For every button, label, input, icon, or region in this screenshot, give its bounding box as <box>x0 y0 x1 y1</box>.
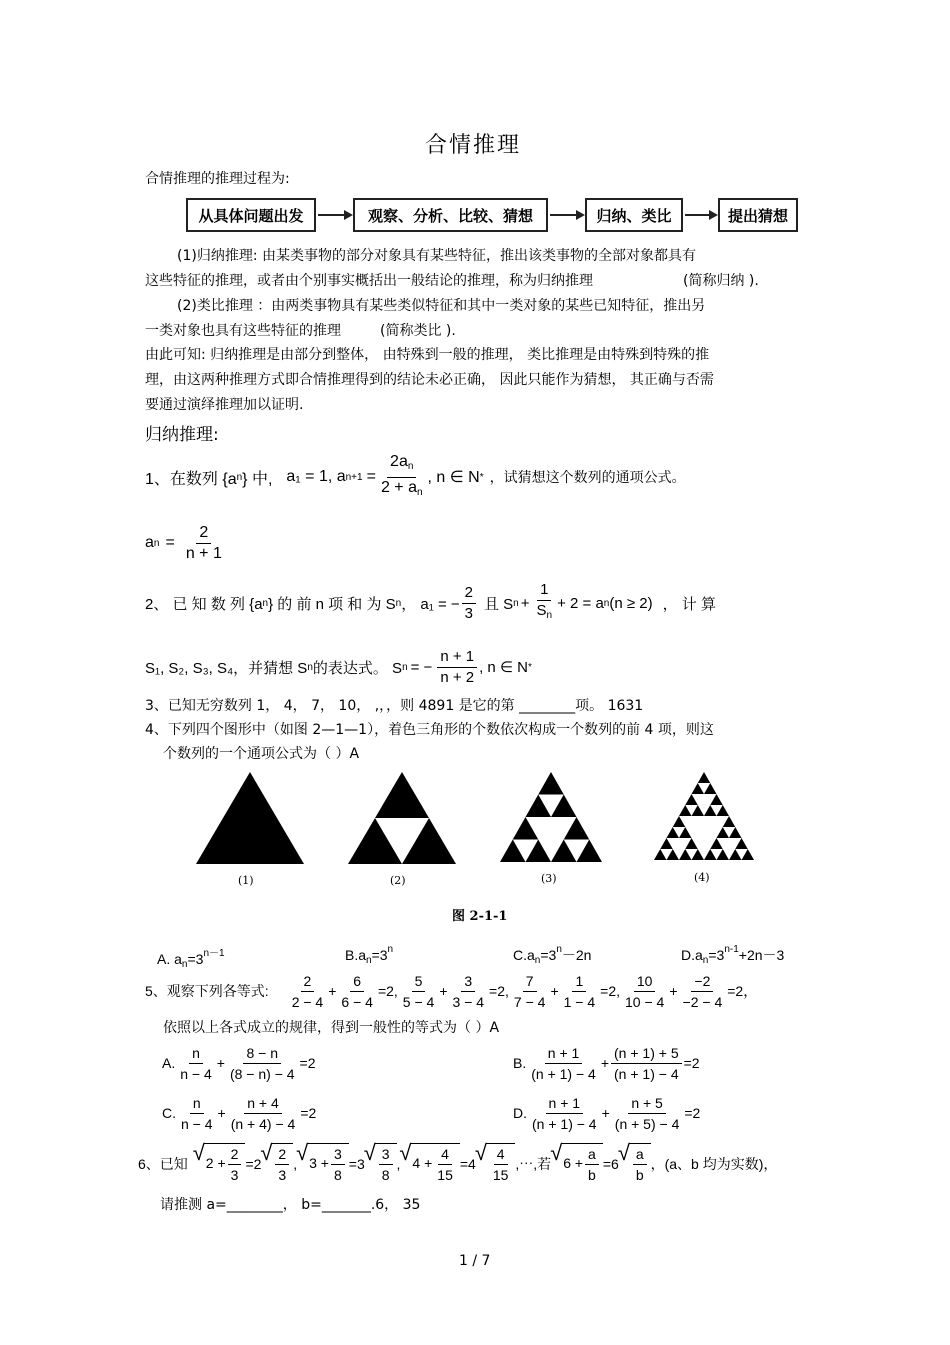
def-induction-line2: 这些特征的推理，或者由个别事实概括出一般结论的推理，称为归纳推理 <box>145 273 593 289</box>
question-2-line1: 2、 已 知 数 列 {a n } 的 前 n 项 和 为 S n ， a₁ = − $\frac{2}{3}$ 且 S n + $\frac{1}{S_n}$ + 2 = a n (n ≥ 2) ， 计 算 <box>145 581 716 622</box>
q5-option-a: A. $\frac{n}{n - 4}$ + $\frac{8 - n}{(8 - n) - 4}$ =2 <box>162 1044 316 1082</box>
q1-eq: = <box>366 468 376 485</box>
q1-mid: } 中, <box>242 470 273 488</box>
q5-option-c: C. $\frac{n}{n - 4}$ + $\frac{n + 4}{(n + 4) - 4}$ =2 <box>162 1094 317 1132</box>
def-induction-line1: (1)归纳推理: 由某类事物的部分对象具有某些特征，推出该类事物的全部对象都具有 <box>177 248 696 264</box>
flow-arrow-2 <box>550 214 583 216</box>
q1-fraction: $\frac{2a_n}{2 + a_n}$ <box>380 452 423 498</box>
q1-sub: n <box>236 471 243 483</box>
question-3: 3、已知无穷数列 1， 4， 7， 10， ,，，则 4891 是它的第 ________项。 1631 <box>145 698 644 714</box>
flow-arrow-3 <box>685 214 716 216</box>
q1-prefix: 1、在数列 {a <box>145 470 237 488</box>
def-induction-tail: (简称归纳 ). <box>683 273 759 289</box>
flow-step-4: 提出猜想 <box>718 198 798 232</box>
q1-a1: a₁ = 1, a <box>286 468 346 485</box>
q4-option-d: $D.a_n=3^{n-1}+2n-3$ <box>681 944 785 966</box>
sierpinski-figure-2 <box>346 770 458 866</box>
flow-arrow-1 <box>318 214 351 216</box>
def-analogy-tail: (简称类比 ). <box>380 323 456 339</box>
figure-label-3: (3) <box>541 872 557 885</box>
note-line3: 要通过演绎推理加以证明. <box>145 397 304 413</box>
answer-1: a n = $\frac{2}{n + 1}$ <box>145 518 227 568</box>
figure-label-2: (2) <box>390 874 406 887</box>
question-4-line1: 4、下列四个图形中（如图 2—1—1），着色三角形的个数依次构成一个数列的前 4 项，则这 <box>145 722 714 738</box>
q1-sub2: n+1 <box>345 471 363 483</box>
question-6-line2: 请推测 a=________， b=_______.6， 35 <box>160 1197 421 1213</box>
q1-suffix: ，试猜想这个数列的通项公式。 <box>489 469 686 485</box>
q4-option-a: A. $a_n=3^{n-1}$ <box>157 948 225 970</box>
page-title: 合情推理 <box>425 133 522 158</box>
question-1 <box>145 452 686 502</box>
q5-option-d: D. $\frac{n + 1}{(n + 1) - 4}$ + $\frac{n + 5}{(n + 5) - 4}$ =2 <box>513 1094 701 1132</box>
flow-step-3: 归纳、类比 <box>585 198 683 232</box>
q1-star: * <box>479 471 484 483</box>
def-analogy-line2: 一类对象也具有这些特征的推理 <box>145 323 341 339</box>
a1-fraction: $\frac{2}{n + 1}$ <box>185 523 222 562</box>
intro-text: 合情推理的推理过程为: <box>145 171 290 187</box>
note-line1: 由此可知: 归纳推理是由部分到整体， 由特殊到一般的推理， 类比推理是由特殊到特殊的推 <box>145 347 710 363</box>
flow-step-2: 观察、分析、比较、猜想 <box>353 198 548 232</box>
q1-cond: , n ∈ N <box>427 469 480 486</box>
question-2-line2: S₁, S₂, S₃, S₄，并猜想 S n 的表达式。 S n = − $\frac{n + 1}{n + 2}$ , n ∈ N * <box>145 647 532 686</box>
question-5-line2: 依照以上各式成立的规律，得到一般性的等式为（ ）A <box>163 1020 500 1036</box>
def-analogy-line1: (2)类比推理 ：由两类事物具有某些类似特征和其中一类对象的某些已知特征，推出另 <box>177 298 706 314</box>
question-4-line2: 个数列的一个通项公式为（ ）A <box>163 746 360 762</box>
sierpinski-figure-3 <box>498 770 604 864</box>
figure-caption: 图 2-1-1 <box>452 909 508 924</box>
sierpinski-figure-1 <box>194 770 306 866</box>
figure-label-1: (1) <box>238 874 254 887</box>
flow-step-1: 从具体问题出发 <box>186 198 316 232</box>
q4-option-b: $B.a_n=3^n$ <box>345 944 394 966</box>
page-number: 1 / 7 <box>459 1253 491 1269</box>
question-6: 6、已知 √ 2 + $\frac{2}{3}$ =2 √ $\frac{2}{3}$ , √ 3 + $\frac{3}{8}$ =3 √ $\frac{3}{8}$ , √ 4 + $\frac{4}{15}$ =4 √ $\frac{4}{15}$ ,⋯,若 √ 6 + $\frac{a}{b}$ =6 √ $\frac{a}{b}$ ，(a、b 均为实数)， <box>138 1140 777 1188</box>
q4-option-c: $C.a_n=3^n-2n$ <box>513 944 592 966</box>
question-5: 5、观察下列各等式: $\frac{2}{2 - 4}$ + $\frac{6}{6 - 4}$ =2, $\frac{5}{5 - 4}$ + $\frac{3}{3 - 4}$ =2, $\frac{7}{7 - 4}$ + $\frac{1}{1 - 4}$ =2, $\frac{10}{10 - 4}$ + $\frac{-2}{-2 - 4}$ =2， <box>145 972 758 1010</box>
sierpinski-figure-4 <box>652 770 756 862</box>
note-line2: 理，由这两种推理方式即合情推理得到的结论未必正确， 因此只能作为猜想， 其正确与否需 <box>145 372 714 388</box>
q5-option-b: B. $\frac{n + 1}{(n + 1) - 4}$ + $\frac{(n + 1) + 5}{(n + 1) - 4}$ =2 <box>513 1044 700 1082</box>
section-heading: 归纳推理: <box>145 425 219 445</box>
figure-label-4: (4) <box>694 871 710 884</box>
